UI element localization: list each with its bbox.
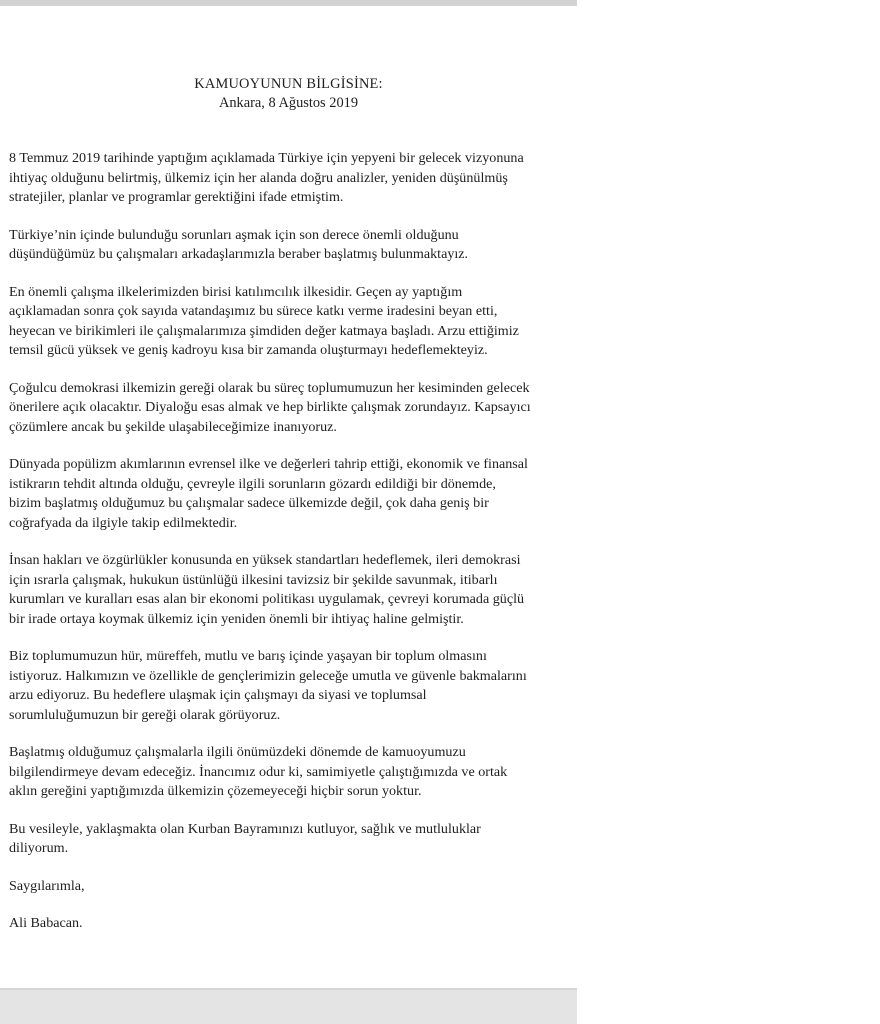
- closing: [9, 877, 575, 897]
- text-line: bilgilendirmeye devam edeceğiz. İnancımız odur ki, samimiyetle çalıştığımızda ve ortak: [9, 763, 508, 780]
- text-line: açıklamadan sonra çok sayıda vatandaşımız bu sürece katkı verme iradesini beyan etti,: [9, 303, 498, 319]
- text-line: Dünyada popülizm akımlarının evrensel ilke ve değerleri tahrip ettiği, ekonomik ve finansal: [9, 456, 528, 472]
- text-line: 8 Temmuz 2019 tarihinde yaptığım açıklamada Türkiye için yepyeni bir gelecek vizyonuna: [9, 150, 524, 166]
- paragraph-inform: [9, 743, 575, 802]
- document-header: [0, 75, 577, 113]
- paragraph-society: [9, 647, 575, 725]
- text-line: diliyorum.: [9, 840, 69, 856]
- text-line: temsil gücü yüksek ve geniş kadroyu kısa bir zamanda oluşturmayı hedeflemekteyiz.: [9, 342, 488, 358]
- signature-name: Ali Babacan.: [9, 915, 83, 931]
- text-line: kurumları ve kuralları esas alan bir ekonomi politikası uygulamak, çevreyi korumada güçlü: [9, 591, 525, 607]
- text-line: En önemli çalışma ilkelerimizden birisi katılımcılık ilkesidir. Geçen ay yaptığım: [9, 283, 463, 300]
- text-line: istikrarın tehdit altında olduğu, çevreyle ilgili sorunların gözardı edildiği bir dönemde,: [9, 475, 496, 492]
- blank-margin: [577, 0, 880, 1024]
- paragraph-work-started: [9, 226, 575, 265]
- text-line: heyecan ve birikimleri ile çalışmalarımıza şimdiden değer katmaya başladı. Arzu ettiğimiz: [9, 322, 519, 339]
- bottom-scan-edge: [0, 988, 577, 1024]
- text-line: stratejiler, planlar ve programlar gerektiğini ifade etmiştim.: [9, 189, 344, 205]
- text-line: bizim başlatmış olduğumuz bu çalışmalar sadece ülkemizde değil, çok daha geniş bir: [9, 495, 489, 511]
- text-line: çözümlere ancak bu şekilde ulaşabileceğimize inanıyoruz.: [9, 418, 337, 435]
- text-line: İnsan hakları ve özgürlükler konusunda en yüksek standartları hedeflemek, ileri demokrasi: [9, 552, 521, 568]
- paragraph-vision: [9, 149, 575, 208]
- text-line: Türkiye’nin içinde bulunduğu sorunları aşmak için son derece önemli olduğunu: [9, 226, 459, 243]
- text-line: bir irade ortaya koymak ülkemiz için yeniden önemli bir ihtiyaç haline gelmiştir.: [9, 610, 464, 627]
- text-line: arzu ediyoruz. Bu hedeflere ulaşmak için çalışmayı da siyasi ve toplumsal: [9, 687, 427, 703]
- paragraph-participation: [9, 283, 575, 361]
- document-title: KAMUOYUNUN BİLGİSİNE:: [194, 76, 383, 92]
- paragraph-world: [9, 455, 575, 533]
- text-line: Biz toplumumuzun hür, müreffeh, mutlu ve barış içinde yaşayan bir toplum olmasını: [9, 648, 487, 664]
- document-page: [0, 6, 577, 988]
- paragraph-human-rights: [9, 551, 575, 629]
- text-line: sorumluluğumuzun bir gereği olarak görüyoruz.: [9, 706, 281, 723]
- text-line: coğrafyada da ilgiyle takip edilmektedir.: [9, 514, 238, 531]
- text-line: istiyoruz. Halkımızın ve özellikle de gençlerimizin geleceğe umutla ve güvenle bakmalarını: [9, 667, 527, 684]
- text-line: düşündüğümüz bu çalışmaları arkadaşlarımızla beraber başlatmış bulunmaktayız.: [9, 246, 469, 262]
- text-line: Başlatmış olduğumuz çalışmalarla ilgili önümüzdeki dönemde de kamuoyumuzu: [9, 744, 466, 760]
- letter-body: [9, 149, 575, 952]
- text-line: Çoğulcu demokrasi ilkemizin gereği olarak bu süreç toplumumuzun her kesiminden gelecek: [9, 379, 530, 396]
- paragraph-pluralism: [9, 379, 575, 438]
- text-line: Bu vesileyle, yaklaşmakta olan Kurban Bayramınızı kutluyor, sağlık ve mutluluklar: [9, 820, 481, 837]
- text-line: ihtiyaç olduğunu belirtmiş, ülkemiz için her alanda doğru analizler, yeniden düşünülmüş: [9, 169, 508, 186]
- signature: [9, 914, 575, 934]
- paragraph-greetings: [9, 820, 575, 859]
- place-and-date: Ankara, 8 Ağustos 2019: [218, 95, 359, 111]
- text-line: önerilere açık olacaktır. Diyaloğu esas almak ve hep birlikte çalışmak zorundayız. Kapsayıcı: [9, 399, 531, 415]
- closing-text: Saygılarımla,: [9, 877, 85, 894]
- text-line: aklın gereğini yaptığımızda ülkemizin çözemeyeceği hiçbir sorun yoktur.: [9, 783, 422, 799]
- text-line: için ısrarla çalışmak, hukukun üstünlüğü ilkesini tavizsiz bir şekilde savunmak, itibarlı: [9, 571, 498, 588]
